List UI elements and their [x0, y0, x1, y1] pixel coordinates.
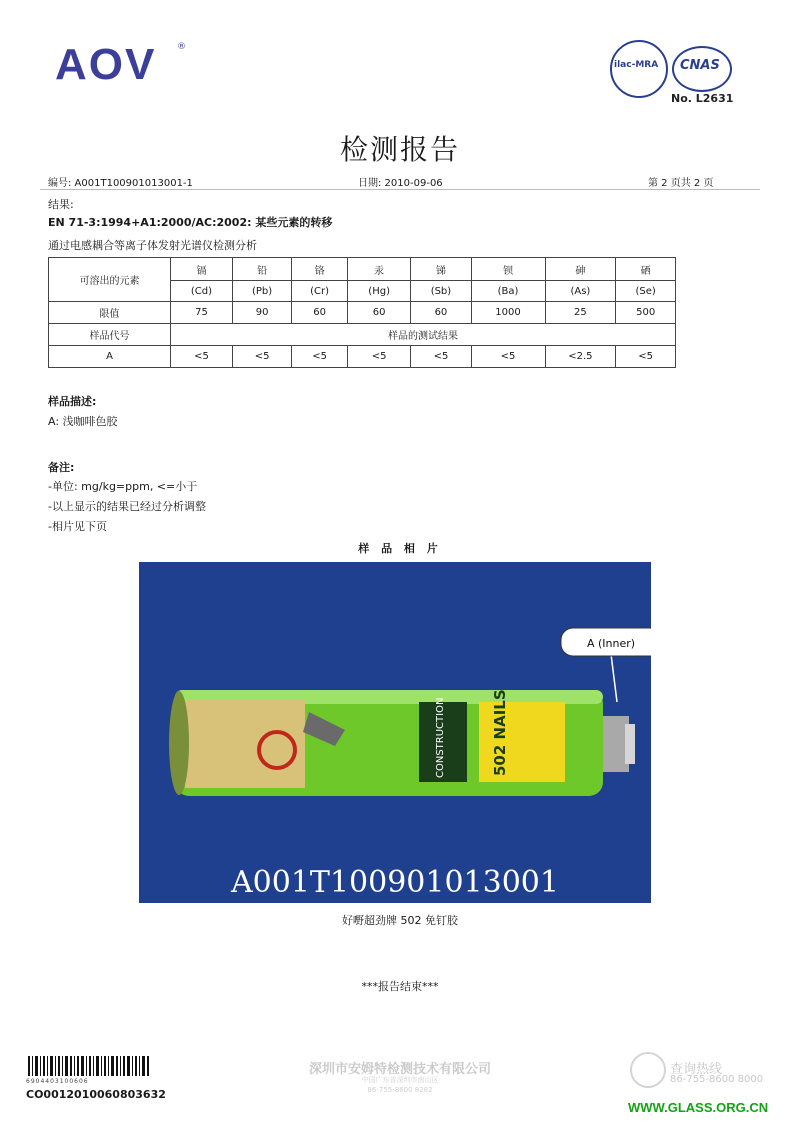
element-name: 钡 — [471, 258, 545, 281]
aov-logo: AOV — [55, 40, 157, 89]
hotline-icon — [630, 1052, 666, 1088]
sample-code: A — [49, 346, 171, 368]
element-symbol: (Ba) — [471, 281, 545, 302]
element-symbol: (Cr) — [292, 281, 348, 302]
label-wood-panel — [185, 700, 305, 788]
limit-value: 75 — [171, 302, 233, 324]
element-name: 汞 — [347, 258, 410, 281]
tube-end-cap — [169, 691, 189, 795]
callout-label: A (Inner) — [586, 637, 636, 650]
page-title: 检测报告 — [339, 133, 460, 166]
element-name: 锑 — [411, 258, 471, 281]
element-name: 铬 — [292, 258, 348, 281]
note-item: -相片见下页 — [48, 520, 107, 533]
element-symbol: (Sb) — [411, 281, 471, 302]
results-table — [48, 257, 676, 368]
limit-value: 60 — [292, 302, 348, 324]
page-indicator: 第 2 页共 2 页 — [648, 178, 714, 189]
report-date: 日期: 2010-09-06 — [358, 178, 443, 189]
cnas-label: CNAS — [680, 58, 720, 73]
result-value: <5 — [347, 346, 410, 368]
element-name: 镉 — [171, 258, 233, 281]
element-name: 硒 — [616, 258, 676, 281]
result-value: <5 — [411, 346, 471, 368]
results-header: 样品的测试结果 — [171, 324, 676, 346]
hotline-label: 查询热线 — [670, 1062, 723, 1077]
element-symbol: (Hg) — [347, 281, 410, 302]
photo-section-title: 样 品 相 片 — [358, 542, 442, 555]
hotline-number: 86-755-8600 8000 — [670, 1074, 764, 1085]
tube-thread — [625, 724, 635, 764]
limit-value: 1000 — [471, 302, 545, 324]
result-value: <5 — [171, 346, 233, 368]
limit-value: 500 — [616, 302, 676, 324]
sample-id: A001T100901013001 — [231, 865, 559, 900]
result-value: <5 — [471, 346, 545, 368]
company-address — [260, 1075, 540, 1095]
element-symbol: (Cd) — [171, 281, 233, 302]
notes-label: 备注: — [48, 461, 75, 474]
label-text-2: CONSTRUCTION — [435, 697, 446, 778]
sample-description-label: 样品描述: — [48, 395, 97, 408]
ilac-mra-label: ilac-MRA — [614, 60, 659, 70]
element-header: 可溶出的元素 — [49, 258, 171, 302]
element-symbol: (Pb) — [232, 281, 291, 302]
note-item: -以上显示的结果已经过分析调整 — [48, 500, 206, 513]
sample-photo — [139, 562, 651, 903]
sample-code-label: 样品代号 — [49, 324, 171, 346]
website-link[interactable]: WWW.GLASS.ORG.CN — [628, 1100, 769, 1115]
photo-caption: 好嘢超劲牌 502 免钉胶 — [342, 914, 458, 927]
barcode-number: CO0012010060803632 — [26, 1088, 166, 1101]
limit-value: 60 — [411, 302, 471, 324]
note-item: -单位: mg/kg=ppm, <=小于 — [48, 480, 198, 493]
company-name: 深圳市安姆特检测技术有限公司 — [308, 1062, 491, 1077]
report-number: 编号: A001T100901013001-1 — [48, 178, 193, 189]
test-standard: EN 71-3:1994+A1:2000/AC:2002: 某些元素的转移 — [48, 216, 333, 229]
result-value: <2.5 — [545, 346, 616, 368]
result-value: <5 — [616, 346, 676, 368]
sample-description: A: 浅咖啡色胶 — [48, 415, 118, 428]
limit-value: 25 — [545, 302, 616, 324]
limit-label: 限值 — [49, 302, 171, 324]
header-divider — [40, 189, 760, 190]
result-value: <5 — [232, 346, 291, 368]
result-value: <5 — [292, 346, 348, 368]
element-symbol: (As) — [545, 281, 616, 302]
limit-value: 60 — [347, 302, 410, 324]
result-label: 结果: — [48, 198, 74, 211]
barcode-digits: 6904403100606 — [26, 1078, 89, 1085]
label-text: 502 NAILS — [491, 689, 509, 776]
element-symbol: (Se) — [616, 281, 676, 302]
element-name: 砷 — [545, 258, 616, 281]
address-line: 中国广东省深圳市南山区 — [361, 1076, 439, 1084]
report-end-mark: ***报告结束*** — [361, 980, 439, 993]
phone-line: 86-755-8600 8282 — [367, 1086, 433, 1094]
test-method: 通过电感耦合等离子体发射光谱仪检测分析 — [48, 239, 257, 252]
lab-number: No. L2631 — [671, 92, 734, 105]
element-name: 铅 — [232, 258, 291, 281]
registered-mark: ® — [177, 42, 186, 52]
limit-value: 90 — [232, 302, 291, 324]
